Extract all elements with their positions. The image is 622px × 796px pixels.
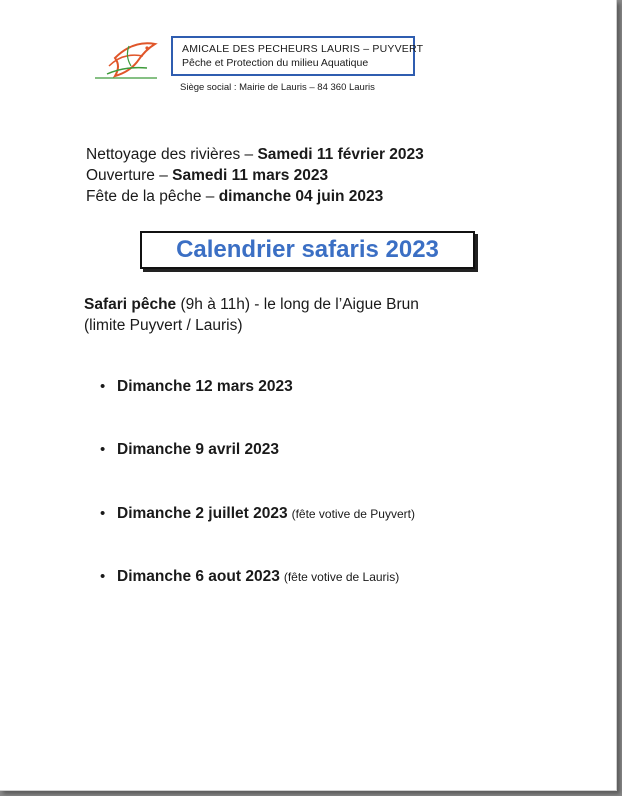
safari-name: Safari pêche	[84, 296, 177, 313]
key-date-label: Fête de la pêche –	[86, 188, 219, 205]
safari-details: (9h à 11h) - le long de l’Aigue Brun	[176, 296, 419, 313]
event-date: Dimanche 9 avril 2023	[117, 441, 279, 458]
key-date-opening	[86, 165, 424, 186]
key-date-value: Samedi 11 février 2023	[257, 146, 424, 163]
key-date-label: Ouverture –	[86, 167, 173, 184]
bullet-icon: •	[100, 505, 106, 522]
organization-subtitle: Pêche et Protection du milieu Aquatique	[182, 57, 369, 69]
event-date: Dimanche 6 aout 2023	[117, 568, 280, 585]
event-date: Dimanche 12 mars 2023	[117, 378, 293, 395]
key-date-fishing-festival	[86, 186, 424, 207]
calendar-title: Calendrier safaris 2023	[176, 236, 439, 263]
bullet-icon: •	[100, 378, 106, 395]
list-item	[100, 441, 283, 459]
bullet-icon: •	[100, 441, 106, 458]
safari-limits: (limite Puyvert / Lauris)	[84, 317, 243, 334]
event-note: (fête votive de Puyvert)	[291, 507, 415, 521]
organization-header-box	[171, 36, 424, 76]
key-date-value: Samedi 11 mars 2023	[172, 167, 329, 184]
key-date-cleanup	[86, 144, 424, 165]
key-dates-list	[86, 144, 424, 207]
list-item	[100, 505, 415, 523]
key-date-value: dimanche 04 juin 2023	[218, 188, 384, 205]
calendar-title-box	[140, 231, 475, 269]
key-date-label: Nettoyage des rivières –	[86, 146, 258, 163]
registered-office: Siège social : Mairie de Lauris – 84 360 Lauris	[180, 82, 375, 93]
event-date: Dimanche 2 juillet 2023	[117, 505, 288, 522]
safari-description	[84, 294, 419, 336]
organization-name: AMICALE DES PECHEURS LAURIS – PUYVERT	[182, 43, 424, 55]
list-item	[100, 568, 399, 586]
fish-logo-icon	[85, 36, 163, 82]
list-item	[100, 378, 297, 396]
bullet-icon: •	[100, 568, 106, 585]
event-note: (fête votive de Lauris)	[283, 570, 400, 584]
